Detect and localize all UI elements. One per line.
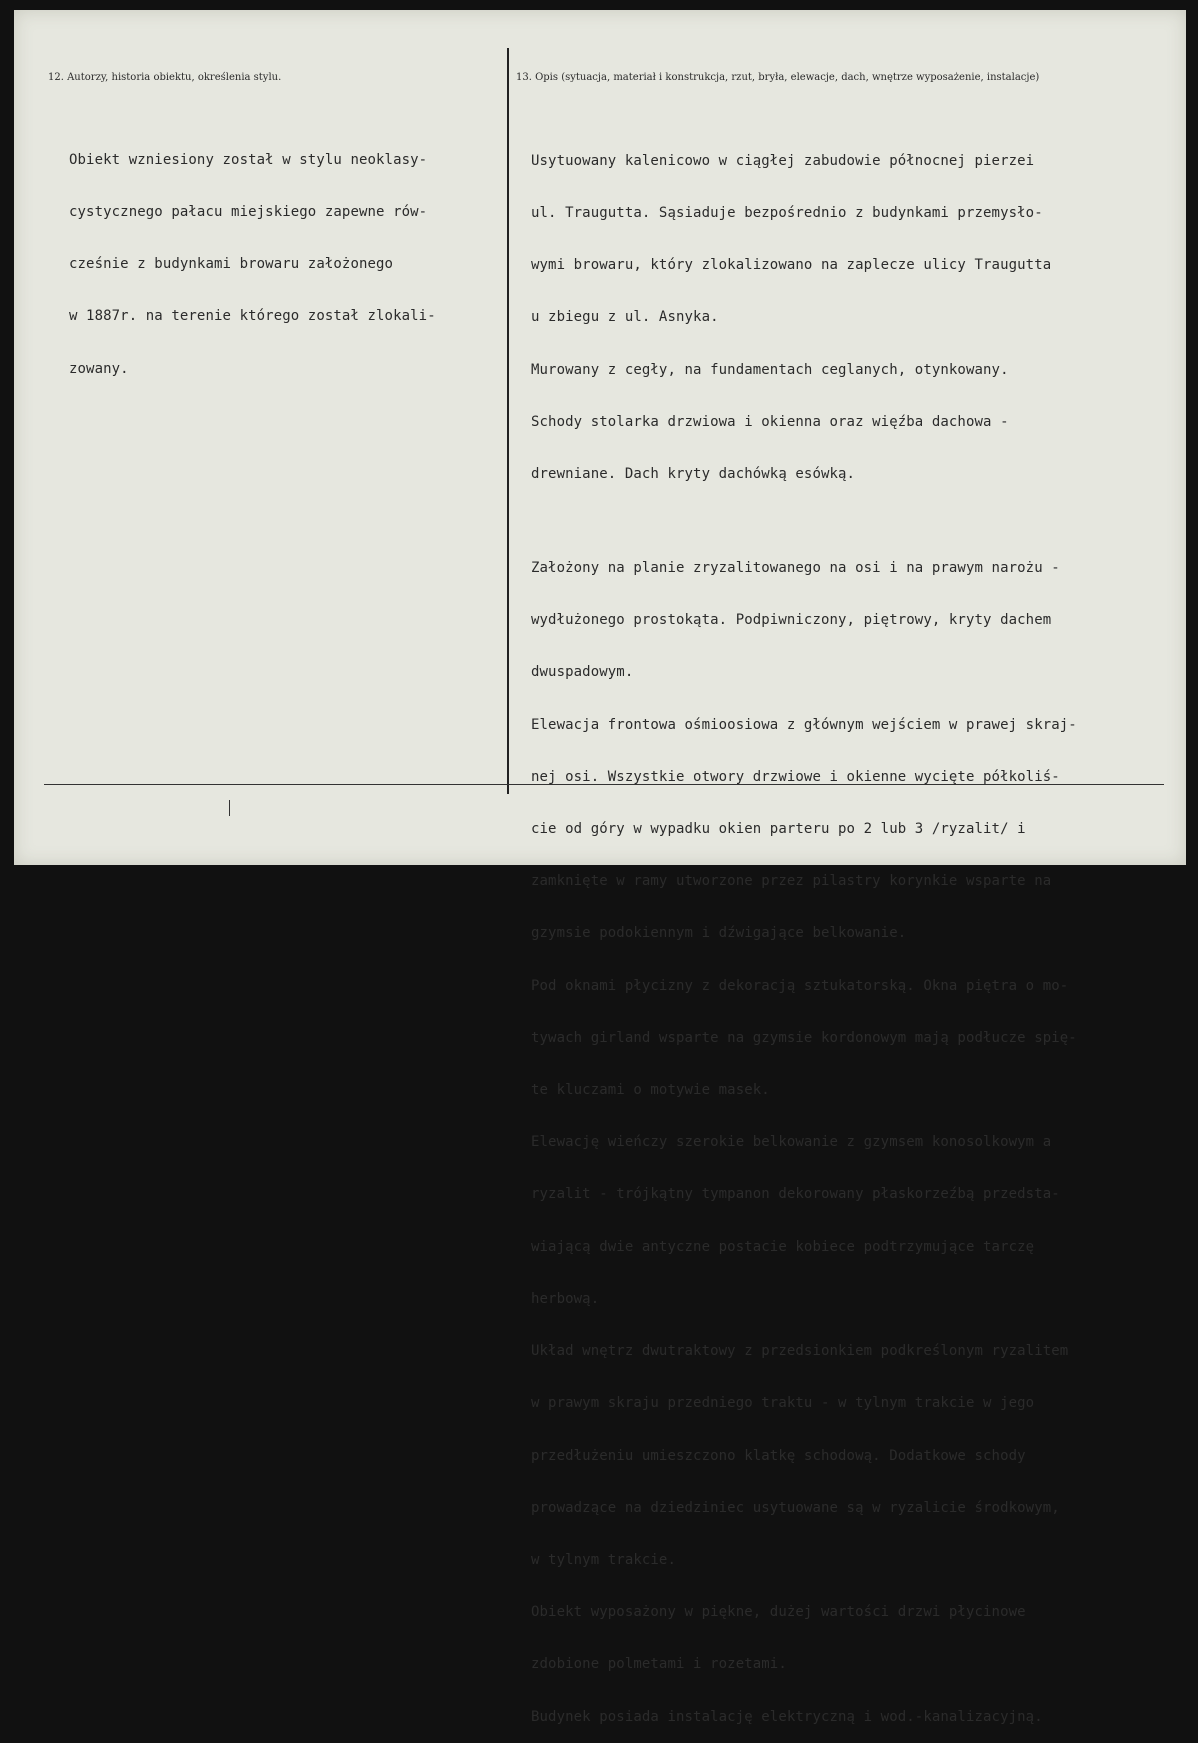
text-line: Budynek posiada instalację elektryczną i wod.-kanalizacyjną.: [531, 1708, 1043, 1725]
text-line: cystycznego pałacu miejskiego zapewne rów-: [69, 204, 428, 221]
text-line: te kluczami o motywie masek.: [531, 1082, 770, 1099]
paragraph-gap: [531, 518, 1077, 525]
text-line: w prawym skraju przedniego traktu - w tylnym trakcie w jego: [531, 1395, 1035, 1412]
scan-top-edge: [0, 0, 1198, 10]
text-line: u zbiegu z ul. Asnyka.: [531, 309, 719, 326]
text-line: herbową.: [531, 1290, 600, 1307]
bottom-tick-mark: [229, 800, 230, 816]
text-line: tywach girland wsparte na gzymsie kordonowym mają podłucze spię-: [531, 1029, 1077, 1046]
text-line: zdobione polmetami i rozetami.: [531, 1656, 787, 1673]
text-line: Obiekt wyposażony w piękne, dużej wartości drzwi płycinowe: [531, 1604, 1026, 1621]
text-line: Założony na planie zryzalitowanego na osi i na prawym narożu -: [531, 560, 1060, 577]
text-line: wydłużonego prostokąta. Podpiwniczony, piętrowy, kryty dachem: [531, 612, 1052, 629]
text-line: zamknięte w ramy utworzone przez pilastry korynkie wsparte na: [531, 873, 1052, 890]
text-line: Elewacja frontowa ośmioosiowa z głównym wejściem w prawej skraj-: [531, 716, 1077, 733]
column-divider: [507, 48, 509, 794]
text-line: nej osi. Wszystkie otwory drzwiowe i okienne wycięte półkoliś-: [531, 768, 1060, 785]
text-line: wiającą dwie antyczne postacie kobiece podtrzymujące tarczę: [531, 1238, 1035, 1255]
text-line: prowadzące na dziedziniec usytuowane są w ryzalicie środkowym,: [531, 1499, 1060, 1516]
text-line: ul. Traugutta. Sąsiaduje bezpośrednio z budynkami przemysło-: [531, 205, 1043, 222]
section-13-header: 13. Opis (sytuacja, materiał i konstrukcja, rzut, bryła, elewacje, dach, wnętrze wyposażenie, instalacje): [516, 72, 1040, 83]
text-line: Obiekt wzniesiony został w stylu neoklasy-: [69, 151, 428, 168]
text-line: Elewację wieńczy szerokie belkowanie z gzymsem konosolkowym a: [531, 1134, 1052, 1151]
text-line: dwuspadowym.: [531, 664, 634, 681]
text-line: ryzalit - trójkątny tympanon dekorowany płaskorzeźbą przedsta-: [531, 1186, 1060, 1203]
text-line: w 1887r. na terenie którego został zlokali-: [69, 308, 436, 325]
text-line: cie od góry w wypadku okien parteru po 2 lub 3 /ryzalit/ i: [531, 821, 1026, 838]
section-12-header: 12. Autorzy, historia obiektu, określenia stylu.: [48, 72, 282, 83]
text-line: Układ wnętrz dwutraktowy z przedsionkiem podkreślonym ryzalitem: [531, 1343, 1069, 1360]
text-line: Murowany z cegły, na fundamentach ceglanych, otynkowany.: [531, 361, 1009, 378]
text-line: gzymsie podokiennym i dźwigające belkowanie.: [531, 925, 907, 942]
text-line: przedłużeniu umieszczono klatkę schodową. Dodatkowe schody: [531, 1447, 1026, 1464]
text-line: cześnie z budynkami browaru założonego: [69, 256, 394, 273]
section-13-text: [531, 118, 1077, 1743]
text-line: w tylnym trakcie.: [531, 1551, 676, 1568]
section-12-text: [69, 117, 436, 395]
text-line: drewniane. Dach kryty dachówką esówką.: [531, 466, 856, 483]
text-line: Schody stolarka drzwiowa i okienna oraz więźba dachowa -: [531, 413, 1009, 430]
text-line: wymi browaru, który zlokalizowano na zaplecze ulicy Traugutta: [531, 257, 1052, 274]
text-line: Usytuowany kalenicowo w ciągłej zabudowie północnej pierzei: [531, 152, 1035, 169]
text-line: zowany.: [69, 360, 129, 377]
text-line: Pod oknami płycizny z dekoracją sztukatorską. Okna piętra o mo-: [531, 977, 1069, 994]
